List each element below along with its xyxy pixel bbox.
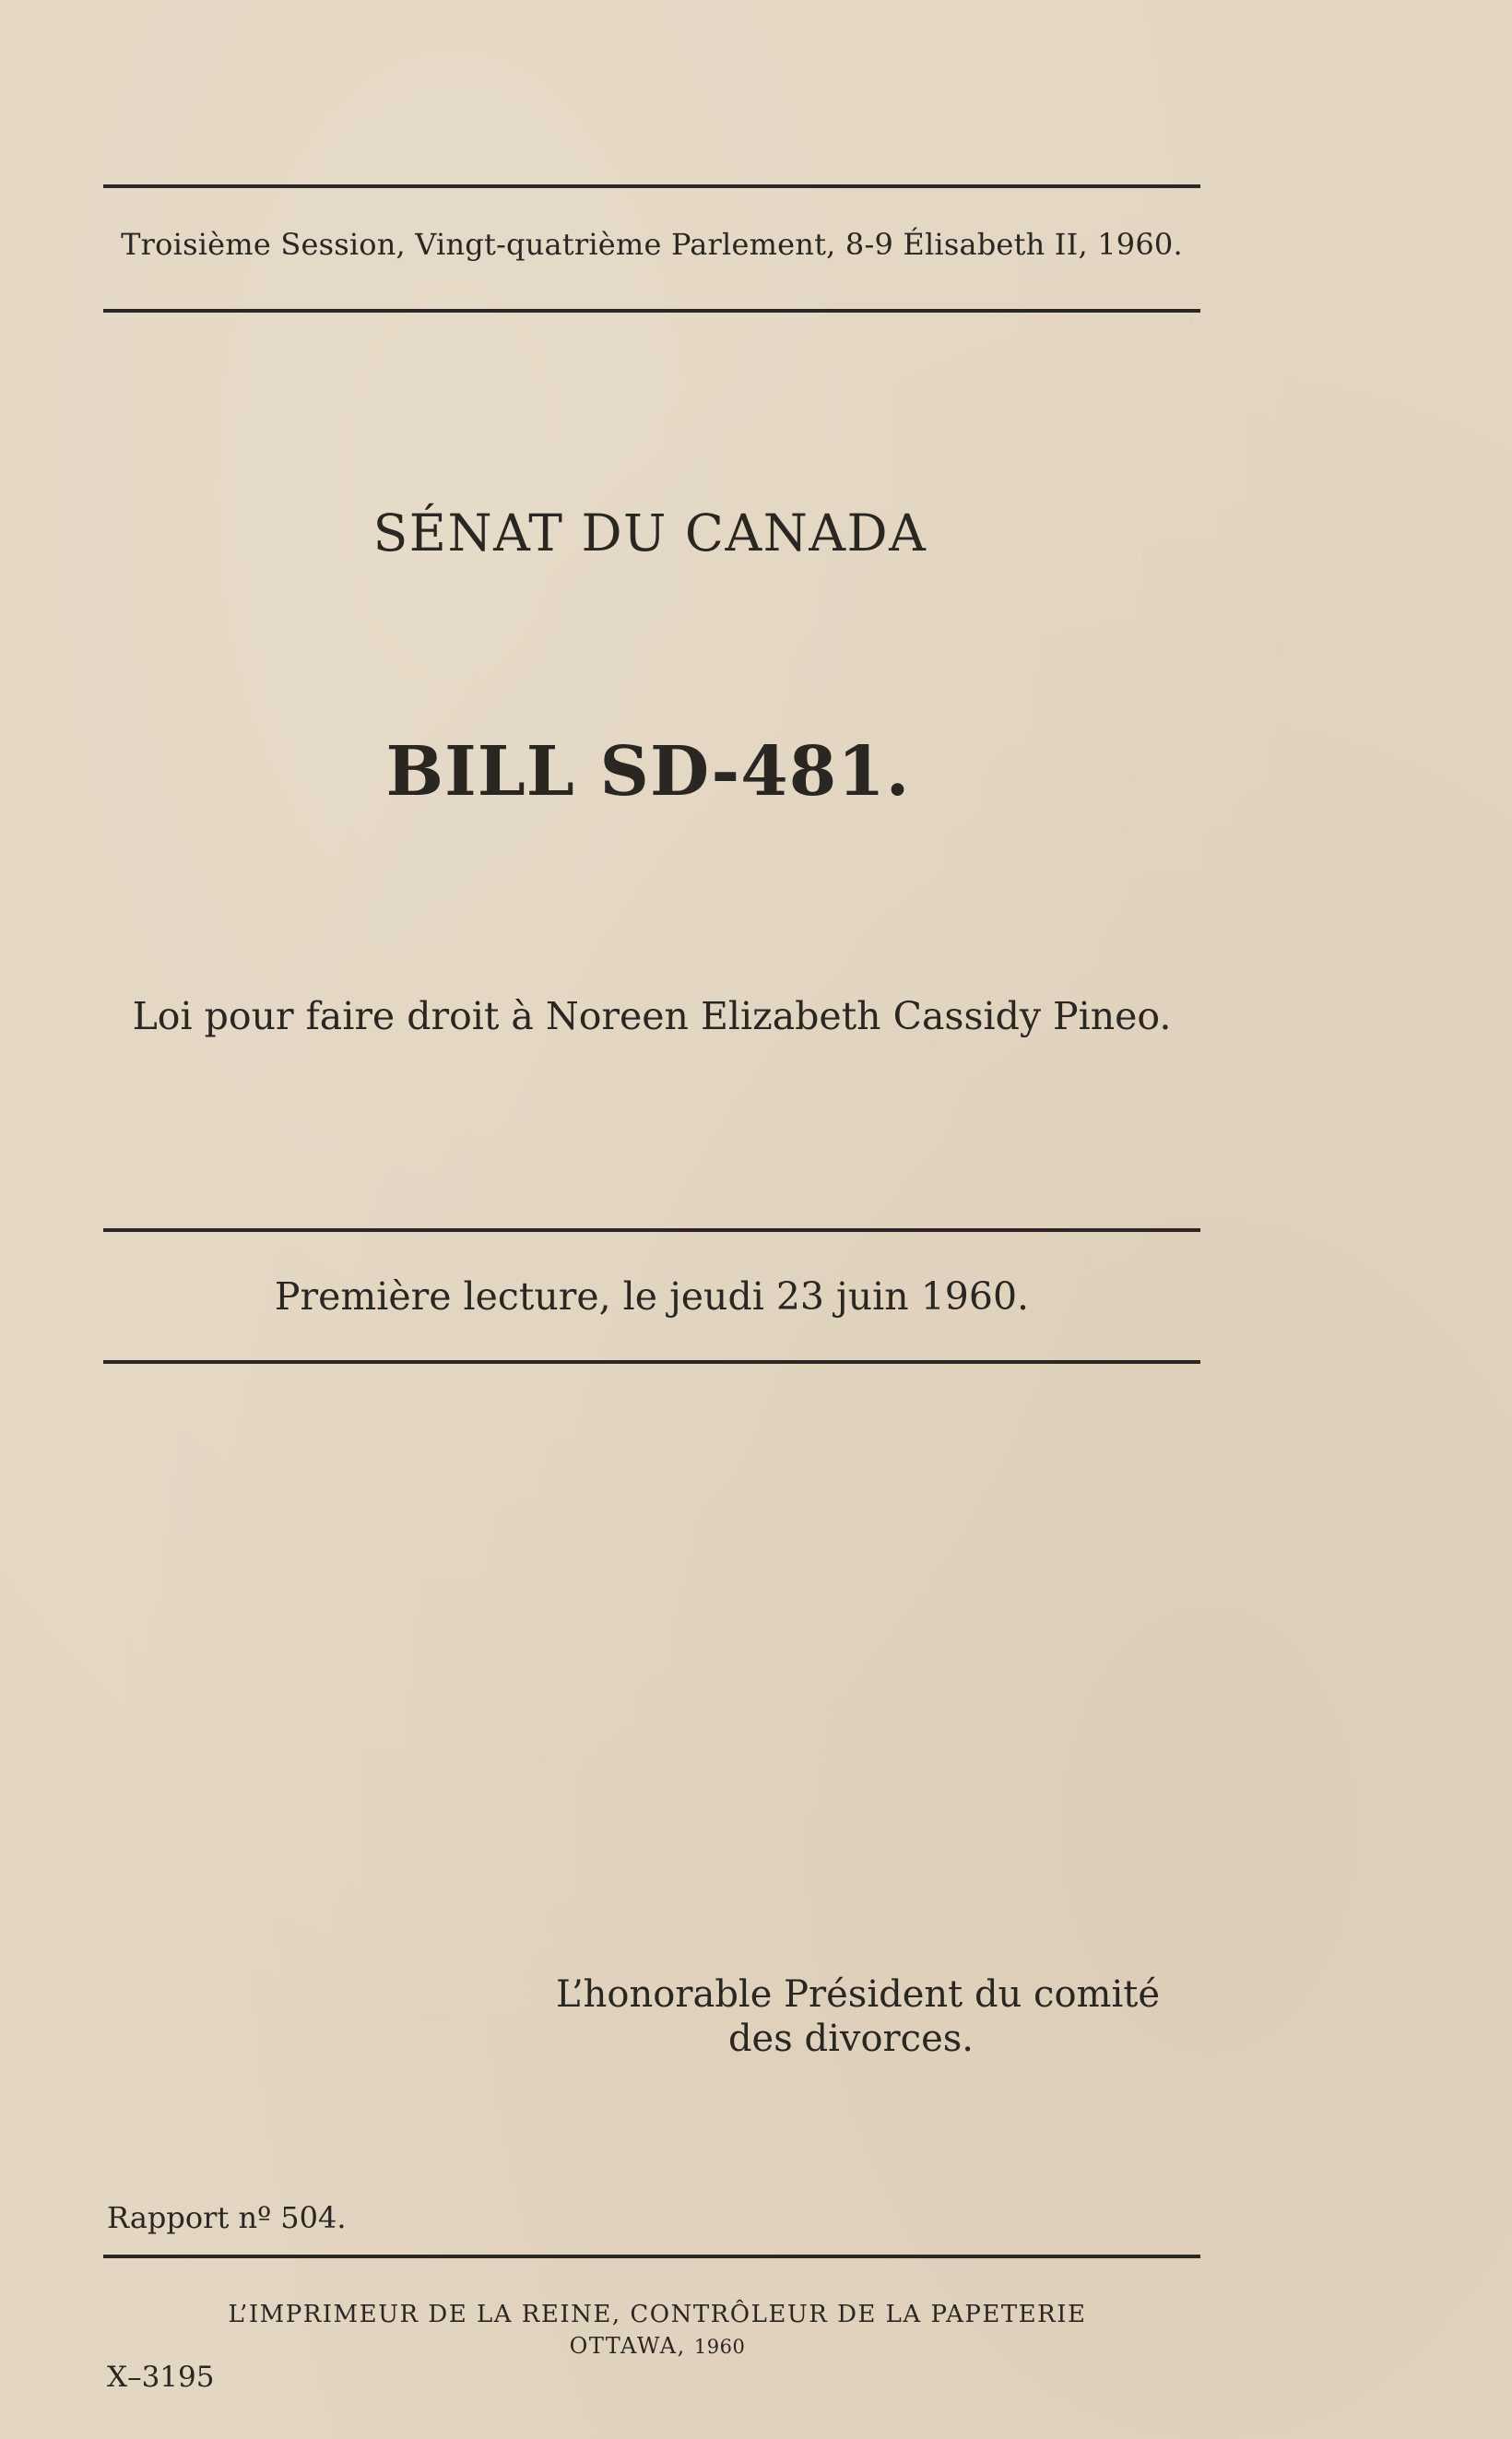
- sponsor-line-1: L’honorable Président du comité: [555, 1973, 1160, 2016]
- top-rule: [103, 184, 1200, 188]
- sponsor-line-2: des divorces.: [727, 2018, 974, 2060]
- reading-top-rule: [103, 1228, 1200, 1232]
- header-bottom-rule: [103, 309, 1200, 313]
- bill-number: BILL SD-481.: [385, 732, 911, 811]
- printer-city: OTTAWA,: [569, 2333, 686, 2359]
- chamber-title: SÉNAT DU CANADA: [372, 503, 927, 562]
- report-number: Rapport nº 504.: [107, 2200, 347, 2235]
- bill-title: Loi pour faire droit à Noreen Elizabeth Cassidy Pineo.: [132, 994, 1172, 1038]
- printer-city-line: [0, 2333, 1315, 2359]
- printer-line: L’IMPRIMEUR DE LA REINE, CONTRÔLEUR DE LA PAPETERIE: [228, 2301, 1087, 2328]
- reading-bottom-rule: [103, 1360, 1200, 1364]
- footer-rule: [103, 2255, 1200, 2258]
- first-reading-line: Première lecture, le jeudi 23 juin 1960.: [274, 1274, 1030, 1319]
- document-code: X–3195: [107, 2361, 215, 2394]
- session-line: Troisième Session, Vingt-quatrième Parlement, 8-9 Élisabeth II, 1960.: [121, 227, 1183, 262]
- printer-year: 1960: [693, 2336, 746, 2358]
